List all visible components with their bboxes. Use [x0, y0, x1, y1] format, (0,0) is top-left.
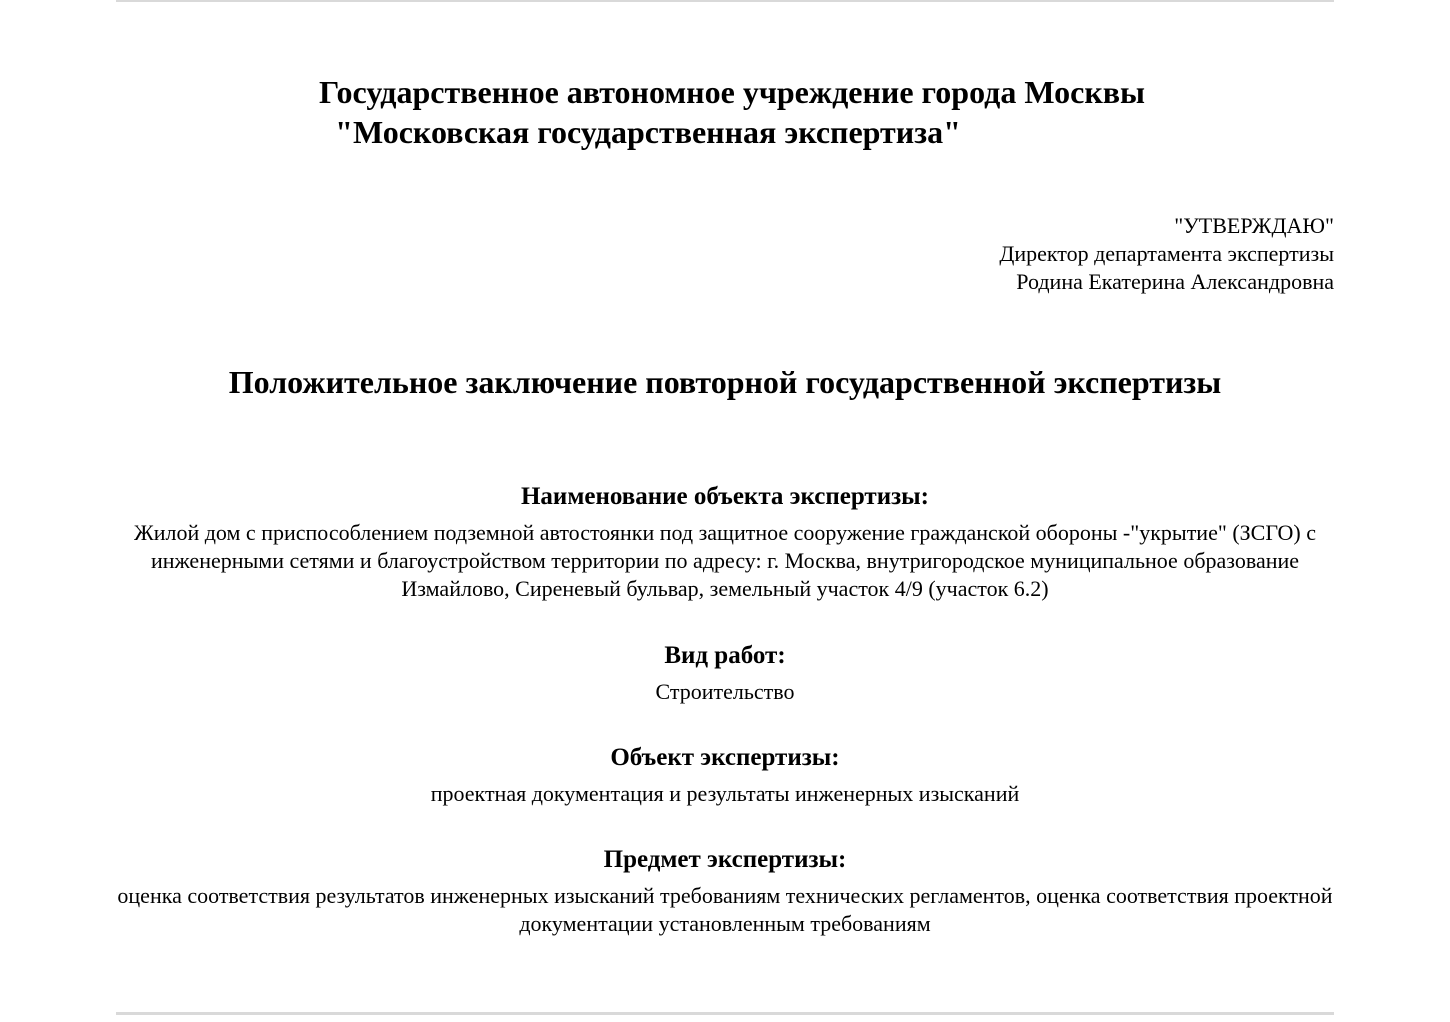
approver-name: Родина Екатерина Александровна	[1016, 269, 1334, 294]
section-value: Жилой дом с приспособлением подземной автостоянки под защитное сооружение гражданской обороны -"укрытие" (ЗСГО) с инженерными сетями и благоустройством территории по адресу: г. Москва, внутригородское муниципальное образование Измайлово, Сиреневый бульвар, земельный участок 4/9 (участок 6.2)	[134, 520, 1316, 601]
approval-block	[999, 212, 1334, 296]
section-work-type	[116, 640, 1334, 706]
top-divider	[116, 0, 1334, 2]
section-label: Предмет экспертизы:	[603, 846, 847, 873]
section-label: Объект экспертизы:	[610, 744, 840, 771]
organization-name	[116, 72, 1334, 152]
approver-position: Директор департамента экспертизы	[999, 241, 1334, 266]
section-label: Вид работ:	[664, 642, 786, 669]
organization-name-line-1: Государственное автономное учреждение города Москвы	[318, 74, 1146, 110]
section-value: проектная документация и результаты инженерных изысканий	[430, 781, 1020, 806]
section-value: оценка соответствия результатов инженерных изысканий требованиям технических регламентов, оценка соответствия проектной документации установленным требованиям	[117, 883, 1333, 936]
organization-name-line-2: "Московская государственная экспертиза"	[335, 114, 961, 150]
approval-stamp: "УТВЕРЖДАЮ"	[1174, 213, 1334, 238]
section-label: Наименование объекта экспертизы:	[520, 483, 930, 510]
section-value: Строительство	[655, 679, 795, 704]
section-expertise-subject	[116, 844, 1334, 938]
bottom-divider	[116, 1012, 1334, 1015]
section-expertise-object	[116, 742, 1334, 808]
section-object-name	[116, 481, 1334, 603]
document-title: Положительное заключение повторной государственной экспертизы	[228, 364, 1222, 400]
